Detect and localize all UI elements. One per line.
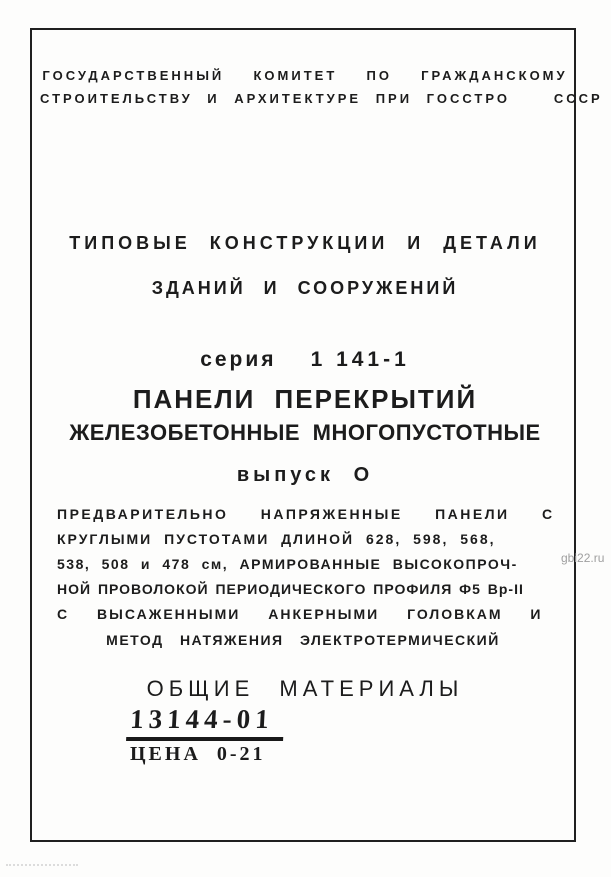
catalog-stamp — [127, 704, 284, 766]
site-watermark: gbi22.ru — [561, 551, 605, 565]
publisher-line-1: ГОСУДАРСТВЕННЫЙ КОМИТЕТ ПО ГРАЖДАНСКОМУ — [42, 68, 568, 83]
subject-line-1: ПАНЕЛИ ПЕРЕКРЫТИЙ — [132, 384, 478, 414]
issue-line: выпуск О — [236, 464, 374, 486]
subject-line-2: ЖЕЛЕЗОБЕТОННЫЕ МНОГОПУСТОТНЫЕ — [69, 420, 541, 445]
description-line: КРУГЛЫМИ ПУСТОТАМИ ДЛИНОЙ 628, 598, 568, — [57, 531, 496, 547]
document-type-heading — [40, 233, 570, 299]
description-line: НОЙ ПРОВОЛОКОЙ ПЕРИОДИЧЕСКОГО ПРОФИЛЯ Ф5 Вр-II — [57, 581, 524, 597]
publisher-heading — [40, 64, 603, 110]
catalog-number: 13144-01 — [126, 704, 284, 741]
price-line: ЦЕНА 0-21 — [130, 743, 266, 765]
series-line — [40, 348, 570, 372]
document-type-line-1: ТИПОВЫЕ КОНСТРУКЦИИ И ДЕТАЛИ — [69, 233, 541, 253]
description-line: 538, 508 и 478 см, АРМИРОВАННЫЕ ВЫСОКОПРОЧ- — [57, 556, 518, 572]
description-paragraph — [57, 502, 555, 653]
description-line: С ВЫСАЖЕННЫМИ АНКЕРНЫМИ ГОЛОВКАМ И — [57, 606, 543, 622]
section-title: ОБЩИЕ МАТЕРИАЛЫ — [146, 676, 464, 701]
publisher-line-2: СТРОИТЕЛЬСТВУ И АРХИТЕКТУРЕ ПРИ ГОССТРО СССР — [40, 91, 603, 106]
scan-noise — [6, 864, 78, 872]
description-line: МЕТОД НАТЯЖЕНИЯ ЭЛЕКТРОТЕРМИЧЕСКИЙ — [106, 632, 500, 648]
description-line: ПРЕДВАРИТЕЛЬНО НАПРЯЖЕННЫЕ ПАНЕЛИ С — [57, 506, 555, 522]
document-type-line-2: ЗДАНИЙ И СООРУЖЕНИЙ — [151, 278, 459, 298]
subject-title — [40, 384, 570, 446]
series-number: 1 141-1 — [310, 348, 410, 371]
series-label: серия — [200, 348, 277, 371]
